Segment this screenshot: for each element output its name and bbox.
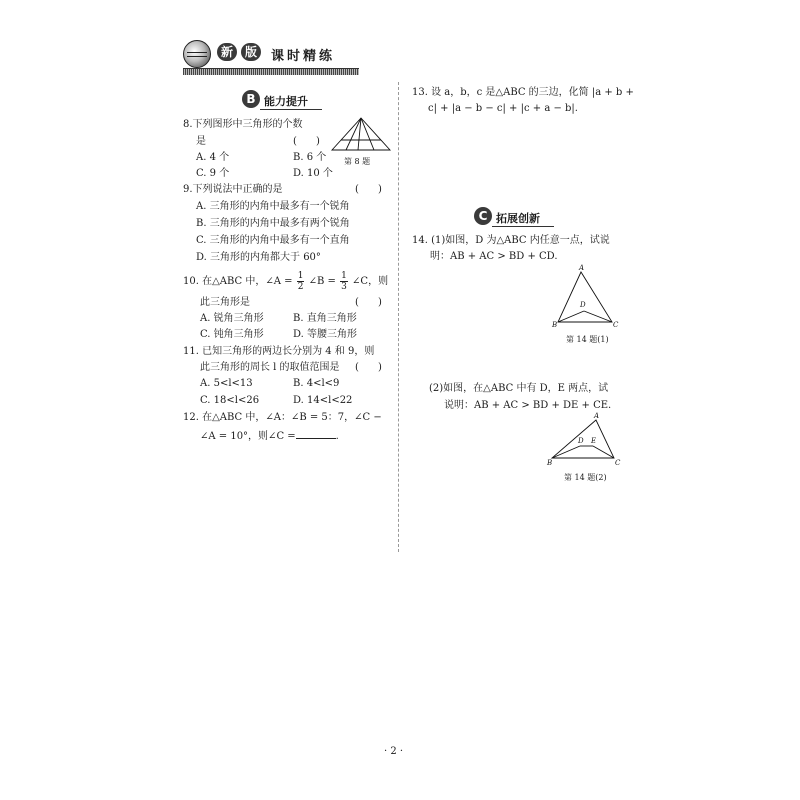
q9-option-c: C. 三角形的内角中最多有一个直角 bbox=[196, 235, 350, 246]
fig2-label-b: B bbox=[547, 459, 553, 467]
q8-figure-caption: 第 8 题 bbox=[344, 157, 371, 166]
q10-stem-middle: ∠B = bbox=[308, 276, 336, 287]
q11-option-b: B. 4<l<9 bbox=[293, 378, 340, 389]
q9-option-a: A. 三角形的内角中最多有一个锐角 bbox=[196, 201, 350, 212]
q10-stem-suffix: ∠C，则 bbox=[352, 276, 389, 287]
q10-fraction-2-numerator: 1 bbox=[341, 271, 347, 281]
section-title-ability: 能力提升 bbox=[264, 95, 308, 108]
q14-figure-1-caption: 第 14 题(1) bbox=[566, 335, 609, 344]
section-title-extension: 拓展创新 bbox=[496, 212, 540, 225]
q14-part1-line1: 14. (1)如图，D 为△ABC 内任意一点，试说 bbox=[412, 235, 610, 246]
q8-option-c: C. 9 个 bbox=[196, 168, 230, 179]
q10-fraction-1-numerator: 1 bbox=[297, 271, 304, 281]
section-letter-c: C bbox=[474, 207, 492, 225]
section-badge-ability bbox=[242, 90, 337, 114]
fig1-label-a: A bbox=[579, 264, 585, 272]
page-number: · 2 · bbox=[384, 746, 404, 757]
q10-stem-line2: 此三角形是 bbox=[200, 297, 250, 308]
q10-fraction-1 bbox=[297, 271, 305, 292]
q14-figure-1 bbox=[550, 262, 620, 332]
q8-option-d: D. 10 个 bbox=[293, 168, 333, 179]
q12-answer-blank[interactable] bbox=[296, 429, 336, 439]
q11-option-a: A. 5<l<13 bbox=[200, 378, 253, 389]
q10-option-a: A. 锐角三角形 bbox=[200, 313, 264, 324]
q10-fraction-2 bbox=[340, 271, 348, 292]
brand-tag-new: 新 bbox=[217, 43, 237, 61]
fig2-label-d: D bbox=[578, 437, 584, 445]
q11-stem-line2: 此三角形的周长 l 的取值范围是 bbox=[200, 362, 340, 373]
section-letter-b: B bbox=[242, 90, 260, 108]
q12-stem-end: . bbox=[335, 431, 339, 442]
q8-figure bbox=[330, 116, 392, 152]
page-header bbox=[183, 38, 359, 74]
globe-logo-icon bbox=[183, 40, 211, 68]
fig1-label-b: B bbox=[552, 321, 558, 329]
fig1-label-d: D bbox=[580, 301, 586, 309]
q14-figure-2 bbox=[548, 412, 622, 468]
series-title: 课时精练 bbox=[271, 49, 336, 64]
fig1-label-c: C bbox=[613, 321, 619, 329]
q12-stem-text: ∠A = 10°，则∠C = bbox=[200, 431, 296, 442]
q14-part1-line2: 明：AB + AC > BD + CD. bbox=[430, 251, 558, 262]
fig2-label-a: A bbox=[594, 412, 600, 420]
fig2-label-e: E bbox=[591, 437, 597, 445]
q9-answer-paren: ( ) bbox=[355, 184, 382, 195]
q11-answer-paren: ( ) bbox=[355, 362, 382, 373]
header-rule bbox=[183, 68, 359, 75]
q8-stem-line2: 是 bbox=[196, 136, 206, 147]
q10-stem-prefix: 10. 在△ABC 中，∠A = bbox=[183, 276, 293, 287]
q12-stem-line2 bbox=[200, 429, 339, 443]
brand-tag-edition: 版 bbox=[241, 43, 261, 61]
q10-fraction-2-denominator: 3 bbox=[341, 282, 347, 292]
q10-option-b: B. 直角三角形 bbox=[293, 313, 357, 324]
section-underline bbox=[260, 106, 322, 110]
q8-stem-line1: 8.下列图形中三角形的个数 bbox=[183, 119, 303, 130]
q8-option-b: B. 6 个 bbox=[293, 152, 327, 163]
q12-stem-line1: 12. 在△ABC 中，∠A：∠B = 5：7，∠C − bbox=[183, 412, 382, 423]
q9-option-d: D. 三角形的内角都大于 60° bbox=[196, 252, 321, 263]
q10-option-c: C. 钝角三角形 bbox=[200, 329, 264, 340]
q9-stem: 9.下列说法中正确的是 bbox=[183, 184, 283, 195]
q10-stem-line1 bbox=[183, 271, 388, 292]
q11-option-c: C. 18<l<26 bbox=[200, 395, 260, 406]
q11-stem-line1: 11. 已知三角形的两边长分别为 4 和 9，则 bbox=[183, 346, 375, 357]
q8-answer-paren: ( ) bbox=[293, 136, 320, 147]
section-underline bbox=[492, 223, 554, 227]
fig2-label-c: C bbox=[615, 459, 621, 467]
q13-stem-line2: c| + |a − b − c| + |c + a − b|. bbox=[428, 103, 578, 114]
q13-stem-line1: 13. 设 a，b，c 是△ABC 的三边，化简 |a + b + bbox=[412, 87, 634, 98]
section-badge-extension bbox=[474, 207, 569, 231]
q9-option-b: B. 三角形的内角中最多有两个锐角 bbox=[196, 218, 350, 229]
q14-part2-line2: 说明：AB + AC > BD + DE + CE. bbox=[444, 400, 612, 411]
q14-figure-2-caption: 第 14 题(2) bbox=[564, 473, 607, 482]
q10-answer-paren: ( ) bbox=[355, 297, 382, 308]
column-divider bbox=[398, 82, 399, 552]
q14-part2-line1: (2)如图，在△ABC 中有 D，E 两点，试 bbox=[429, 383, 609, 394]
q8-option-a: A. 4 个 bbox=[196, 152, 230, 163]
q10-fraction-1-denominator: 2 bbox=[297, 282, 304, 292]
q11-option-d: D. 14<l<22 bbox=[293, 395, 353, 406]
q10-option-d: D. 等腰三角形 bbox=[293, 329, 358, 340]
